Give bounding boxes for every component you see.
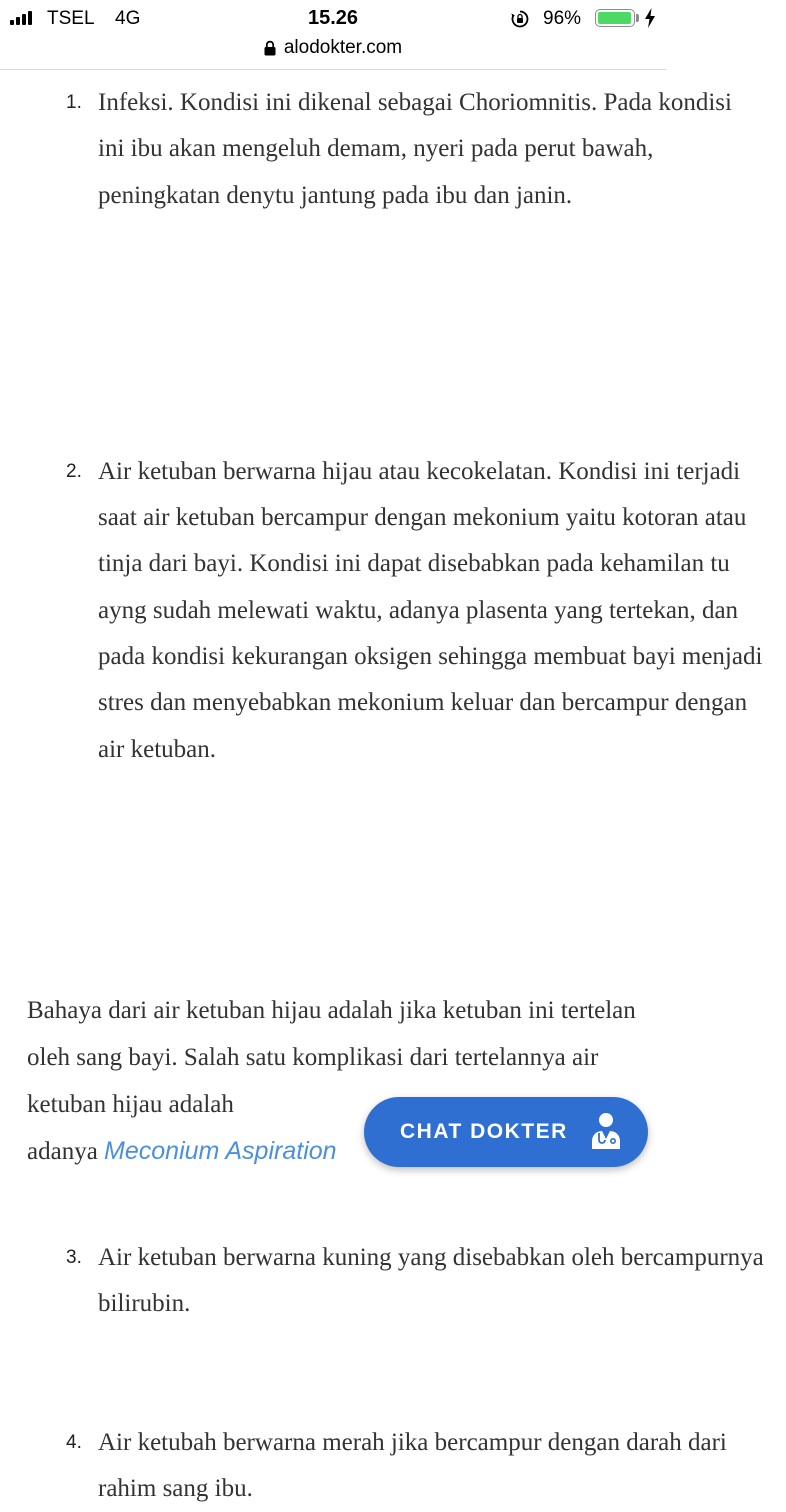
list-number: 1.	[66, 92, 82, 113]
url-text: alodokter.com	[283, 37, 403, 58]
url-display[interactable]	[264, 37, 402, 59]
list-item-text: Air ketuban berwarna kuning yang disebabkan oleh bercampurnya bilirubin.	[98, 1243, 764, 1318]
chat-dokter-label: CHAT DOKTER	[400, 1120, 568, 1143]
status-time: 15.26	[307, 7, 359, 29]
doctor-icon	[590, 1111, 622, 1151]
rotation-lock-icon	[510, 9, 530, 29]
list-item	[0, 449, 786, 773]
paragraph-text-line: adanya	[27, 1138, 105, 1165]
battery-percentage: 96%	[543, 8, 582, 29]
battery-icon	[595, 9, 635, 27]
chat-dokter-button[interactable]	[364, 1097, 648, 1167]
meconium-aspiration-link[interactable]: Meconium Aspiration	[104, 1137, 337, 1165]
list-item	[0, 80, 786, 219]
list-item-text: Air ketubah berwarna merah jika bercampur dengan darah dari rahim sang ibu.	[98, 1428, 727, 1502]
paragraph-text-obscured: alah	[192, 1091, 234, 1118]
address-bar[interactable]	[0, 36, 666, 70]
list-item-text: Air ketuban berwarna hijau atau kecokelatan. Kondisi ini terjadi saat air ketuban bercampur dengan mekonium yaitu kotoran atau tinja dari bayi. Kondisi ini dapat disebabkan pada kehamilan tu ayng sudah melewati waktu, adanya plasenta yang tertekan, dan pada kondisi kekurangan oksigen sehingga membuat bayi menjadi stres dan menyebabkan mekonium keluar dan bercampur dengan air ketuban.	[98, 457, 763, 763]
list-number: 4.	[66, 1431, 82, 1453]
list-number: 2.	[66, 460, 82, 482]
list-number: 3.	[66, 1246, 82, 1268]
status-bar	[0, 0, 666, 36]
network-type: 4G	[115, 8, 141, 29]
list-item-text: Infeksi. Kondisi ini dikenal sebagai Choriomnitis. Pada kondisi ini ibu akan mengeluh demam, nyeri pada perut bawah, peningkatan denytu jantung pada ibu dan janin.	[98, 89, 732, 209]
carrier-name: TSEL	[47, 8, 95, 29]
list-item	[0, 1235, 786, 1328]
battery-cap	[636, 14, 639, 22]
paragraph-text: Bahaya dari air ketuban hijau adalah jika ketuban ini tertelan oleh sang bayi. Salah satu komplikasi dari tertelannya air ketuban hijau ad	[27, 997, 636, 1118]
charging-bolt-icon	[644, 8, 656, 28]
battery-level	[598, 12, 631, 24]
padlock-icon	[264, 40, 276, 56]
list-item	[0, 1420, 786, 1512]
